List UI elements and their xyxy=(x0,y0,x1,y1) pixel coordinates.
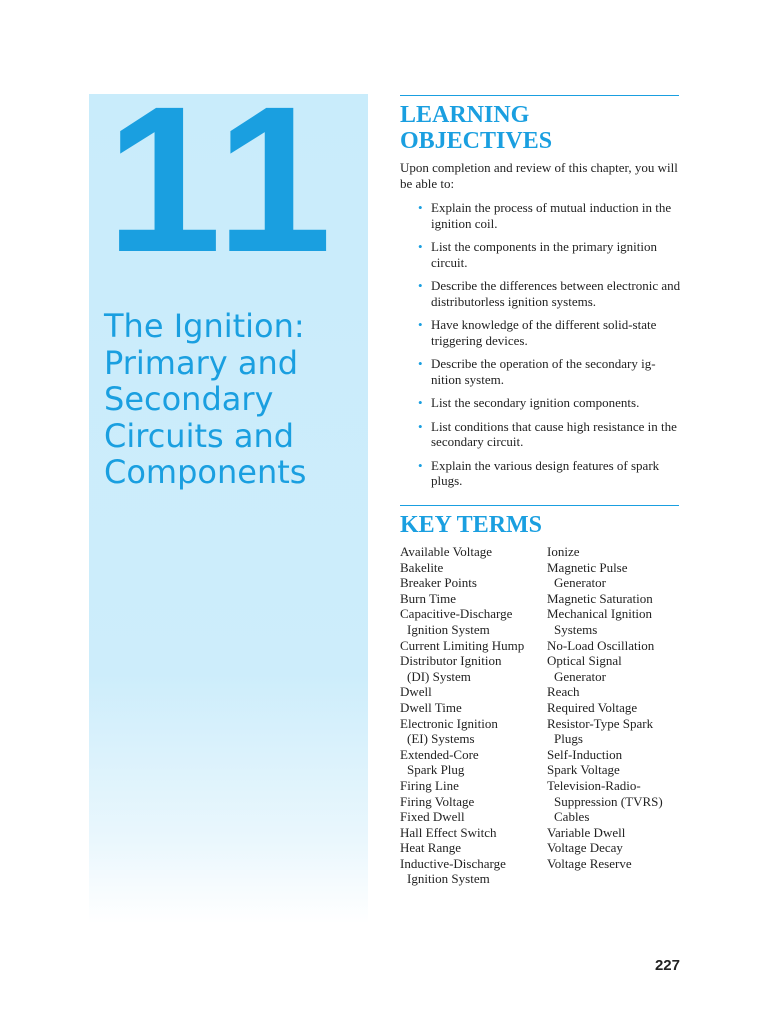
objective-item xyxy=(416,200,684,231)
objective-item xyxy=(416,356,684,387)
key-term xyxy=(400,840,540,856)
key-term xyxy=(400,544,540,560)
objective-text: Explain the process of mutual induction in the ignition coil. xyxy=(431,200,672,231)
heading-line: LEARNING xyxy=(400,102,530,128)
bullet-icon: • xyxy=(418,457,423,473)
key-term xyxy=(400,778,540,794)
key-term xyxy=(547,606,687,637)
key-terms-column-1 xyxy=(400,544,540,887)
key-term xyxy=(400,856,540,887)
key-term-text: Dwell xyxy=(400,684,432,700)
key-term-text: Mechanical Ignition xyxy=(547,606,653,622)
key-term-text: Electronic Ignition xyxy=(400,715,498,731)
key-term xyxy=(400,794,540,810)
key-term xyxy=(400,700,540,716)
key-term-text: Fixed Dwell xyxy=(400,809,465,825)
bullet-icon: • xyxy=(418,418,423,434)
key-term-continuation: Generator xyxy=(554,575,606,591)
objective-text: Describe the operation of the secondary ig- nition system. xyxy=(431,356,656,387)
key-term-continuation: Systems xyxy=(554,621,598,637)
key-term xyxy=(547,840,687,856)
key-term-text: Available Voltage xyxy=(400,544,493,559)
bullet-icon: • xyxy=(418,278,423,293)
key-term xyxy=(547,716,687,747)
objective-text: List the components in the primary ignition circuit. xyxy=(431,239,658,270)
objective-item xyxy=(416,419,684,450)
key-term xyxy=(547,544,687,560)
key-term xyxy=(400,825,540,841)
key-term-continuation: (EI) Systems xyxy=(407,731,475,747)
key-term xyxy=(547,825,687,841)
objective-text: Have knowledge of the different solid-state triggering devices. xyxy=(431,317,657,348)
heading-line: OBJECTIVES xyxy=(400,128,553,154)
objective-text: List the secondary ignition components. xyxy=(431,395,640,410)
key-term xyxy=(400,606,540,637)
key-term-continuation: Ignition System xyxy=(407,621,490,637)
key-term-text: Optical Signal xyxy=(547,653,622,669)
key-term-text: Television-Radio- xyxy=(547,777,641,793)
key-term-continuation: Ignition System xyxy=(407,871,490,887)
key-term xyxy=(400,747,540,778)
key-term-text: Burn Time xyxy=(400,590,456,606)
objective-text: Explain the various design features of spark plugs. xyxy=(431,457,660,488)
bullet-icon: • xyxy=(418,239,423,254)
key-term-text: Ionize xyxy=(547,544,580,559)
objective-text: Describe the differences between electronic and distributorless ignition systems. xyxy=(431,278,681,309)
objective-text: List conditions that cause high resistance in the secondary circuit. xyxy=(431,418,677,449)
key-term-text: Capacitive-Discharge xyxy=(400,606,513,622)
objectives-list xyxy=(416,200,684,497)
chapter-title-line: Secondary xyxy=(104,380,274,418)
chapter-title-line: Primary and xyxy=(104,343,299,382)
key-term-text: Voltage Reserve xyxy=(547,855,632,871)
key-term xyxy=(547,856,687,872)
bullet-icon: • xyxy=(418,200,423,215)
chapter-title-line: The Ignition: xyxy=(104,307,305,345)
objective-item xyxy=(416,458,684,489)
objective-item xyxy=(416,317,684,348)
key-term xyxy=(400,591,540,607)
key-term-text: Distributor Ignition xyxy=(400,653,502,669)
chapter-title-line: Circuits and xyxy=(104,416,295,455)
objectives-intro: Upon completion and review of this chapter, you will be able to: xyxy=(400,160,678,191)
key-term-text: Firing Line xyxy=(400,777,459,793)
bullet-icon: • xyxy=(418,395,423,410)
bullet-icon: • xyxy=(418,356,423,371)
key-term-text: Firing Voltage xyxy=(400,793,475,809)
key-term-continuation: Cables xyxy=(554,809,590,825)
key-term xyxy=(547,638,687,654)
key-term-text: No-Load Oscillation xyxy=(547,637,655,653)
key-term-text: Resistor-Type Spark xyxy=(547,715,654,731)
objective-item xyxy=(416,395,684,411)
key-term-text: Inductive-Discharge xyxy=(400,855,506,871)
key-term-text: Breaker Points xyxy=(400,575,477,591)
key-term-text: Spark Voltage xyxy=(547,762,620,778)
key-term-text: Current Limiting Hump xyxy=(400,637,525,653)
key-term-text: Self-Induction xyxy=(547,746,623,762)
page-number: 227 xyxy=(654,957,680,974)
chapter-title xyxy=(104,308,354,491)
key-term-text: Dwell Time xyxy=(400,699,462,715)
key-term-text: Heat Range xyxy=(400,840,462,856)
key-term-text: Hall Effect Switch xyxy=(400,824,497,840)
key-term-continuation: Plugs xyxy=(554,731,583,747)
key-term xyxy=(400,575,540,591)
key-term xyxy=(400,653,540,684)
key-term xyxy=(547,700,687,716)
key-term xyxy=(547,747,687,763)
learning-objectives-heading xyxy=(400,102,552,154)
key-term xyxy=(547,591,687,607)
bullet-icon: • xyxy=(418,317,423,332)
key-term-continuation: Suppression (TVRS) xyxy=(554,793,663,809)
key-term xyxy=(400,638,540,654)
key-term xyxy=(400,809,540,825)
key-term-text: Magnetic Saturation xyxy=(547,590,653,606)
key-term xyxy=(547,560,687,591)
key-terms-column-2 xyxy=(547,544,687,871)
key-term-continuation: Generator xyxy=(554,668,606,684)
objectives-top-rule xyxy=(400,95,679,96)
key-term xyxy=(400,716,540,747)
key-term-text: Extended-Core xyxy=(400,746,479,762)
key-term-text: Required Voltage xyxy=(547,699,638,715)
key-terms-top-rule xyxy=(400,505,679,506)
key-term xyxy=(547,778,687,825)
key-terms-heading: KEY TERMS xyxy=(400,512,543,538)
key-term-text: Voltage Decay xyxy=(547,840,623,856)
chapter-number: 11 xyxy=(106,64,338,296)
key-term xyxy=(400,560,540,576)
key-term-text: Reach xyxy=(547,684,580,700)
objective-item xyxy=(416,239,684,270)
key-term xyxy=(547,684,687,700)
objective-item xyxy=(416,278,684,309)
key-term xyxy=(547,762,687,778)
key-term-text: Bakelite xyxy=(400,559,444,575)
chapter-title-line: Components xyxy=(104,453,307,491)
key-term-continuation: Spark Plug xyxy=(407,762,465,778)
key-term-continuation: (DI) System xyxy=(407,668,471,684)
key-term-text: Variable Dwell xyxy=(547,824,626,840)
key-term xyxy=(400,684,540,700)
key-term xyxy=(547,653,687,684)
key-term-text: Magnetic Pulse xyxy=(547,559,628,575)
